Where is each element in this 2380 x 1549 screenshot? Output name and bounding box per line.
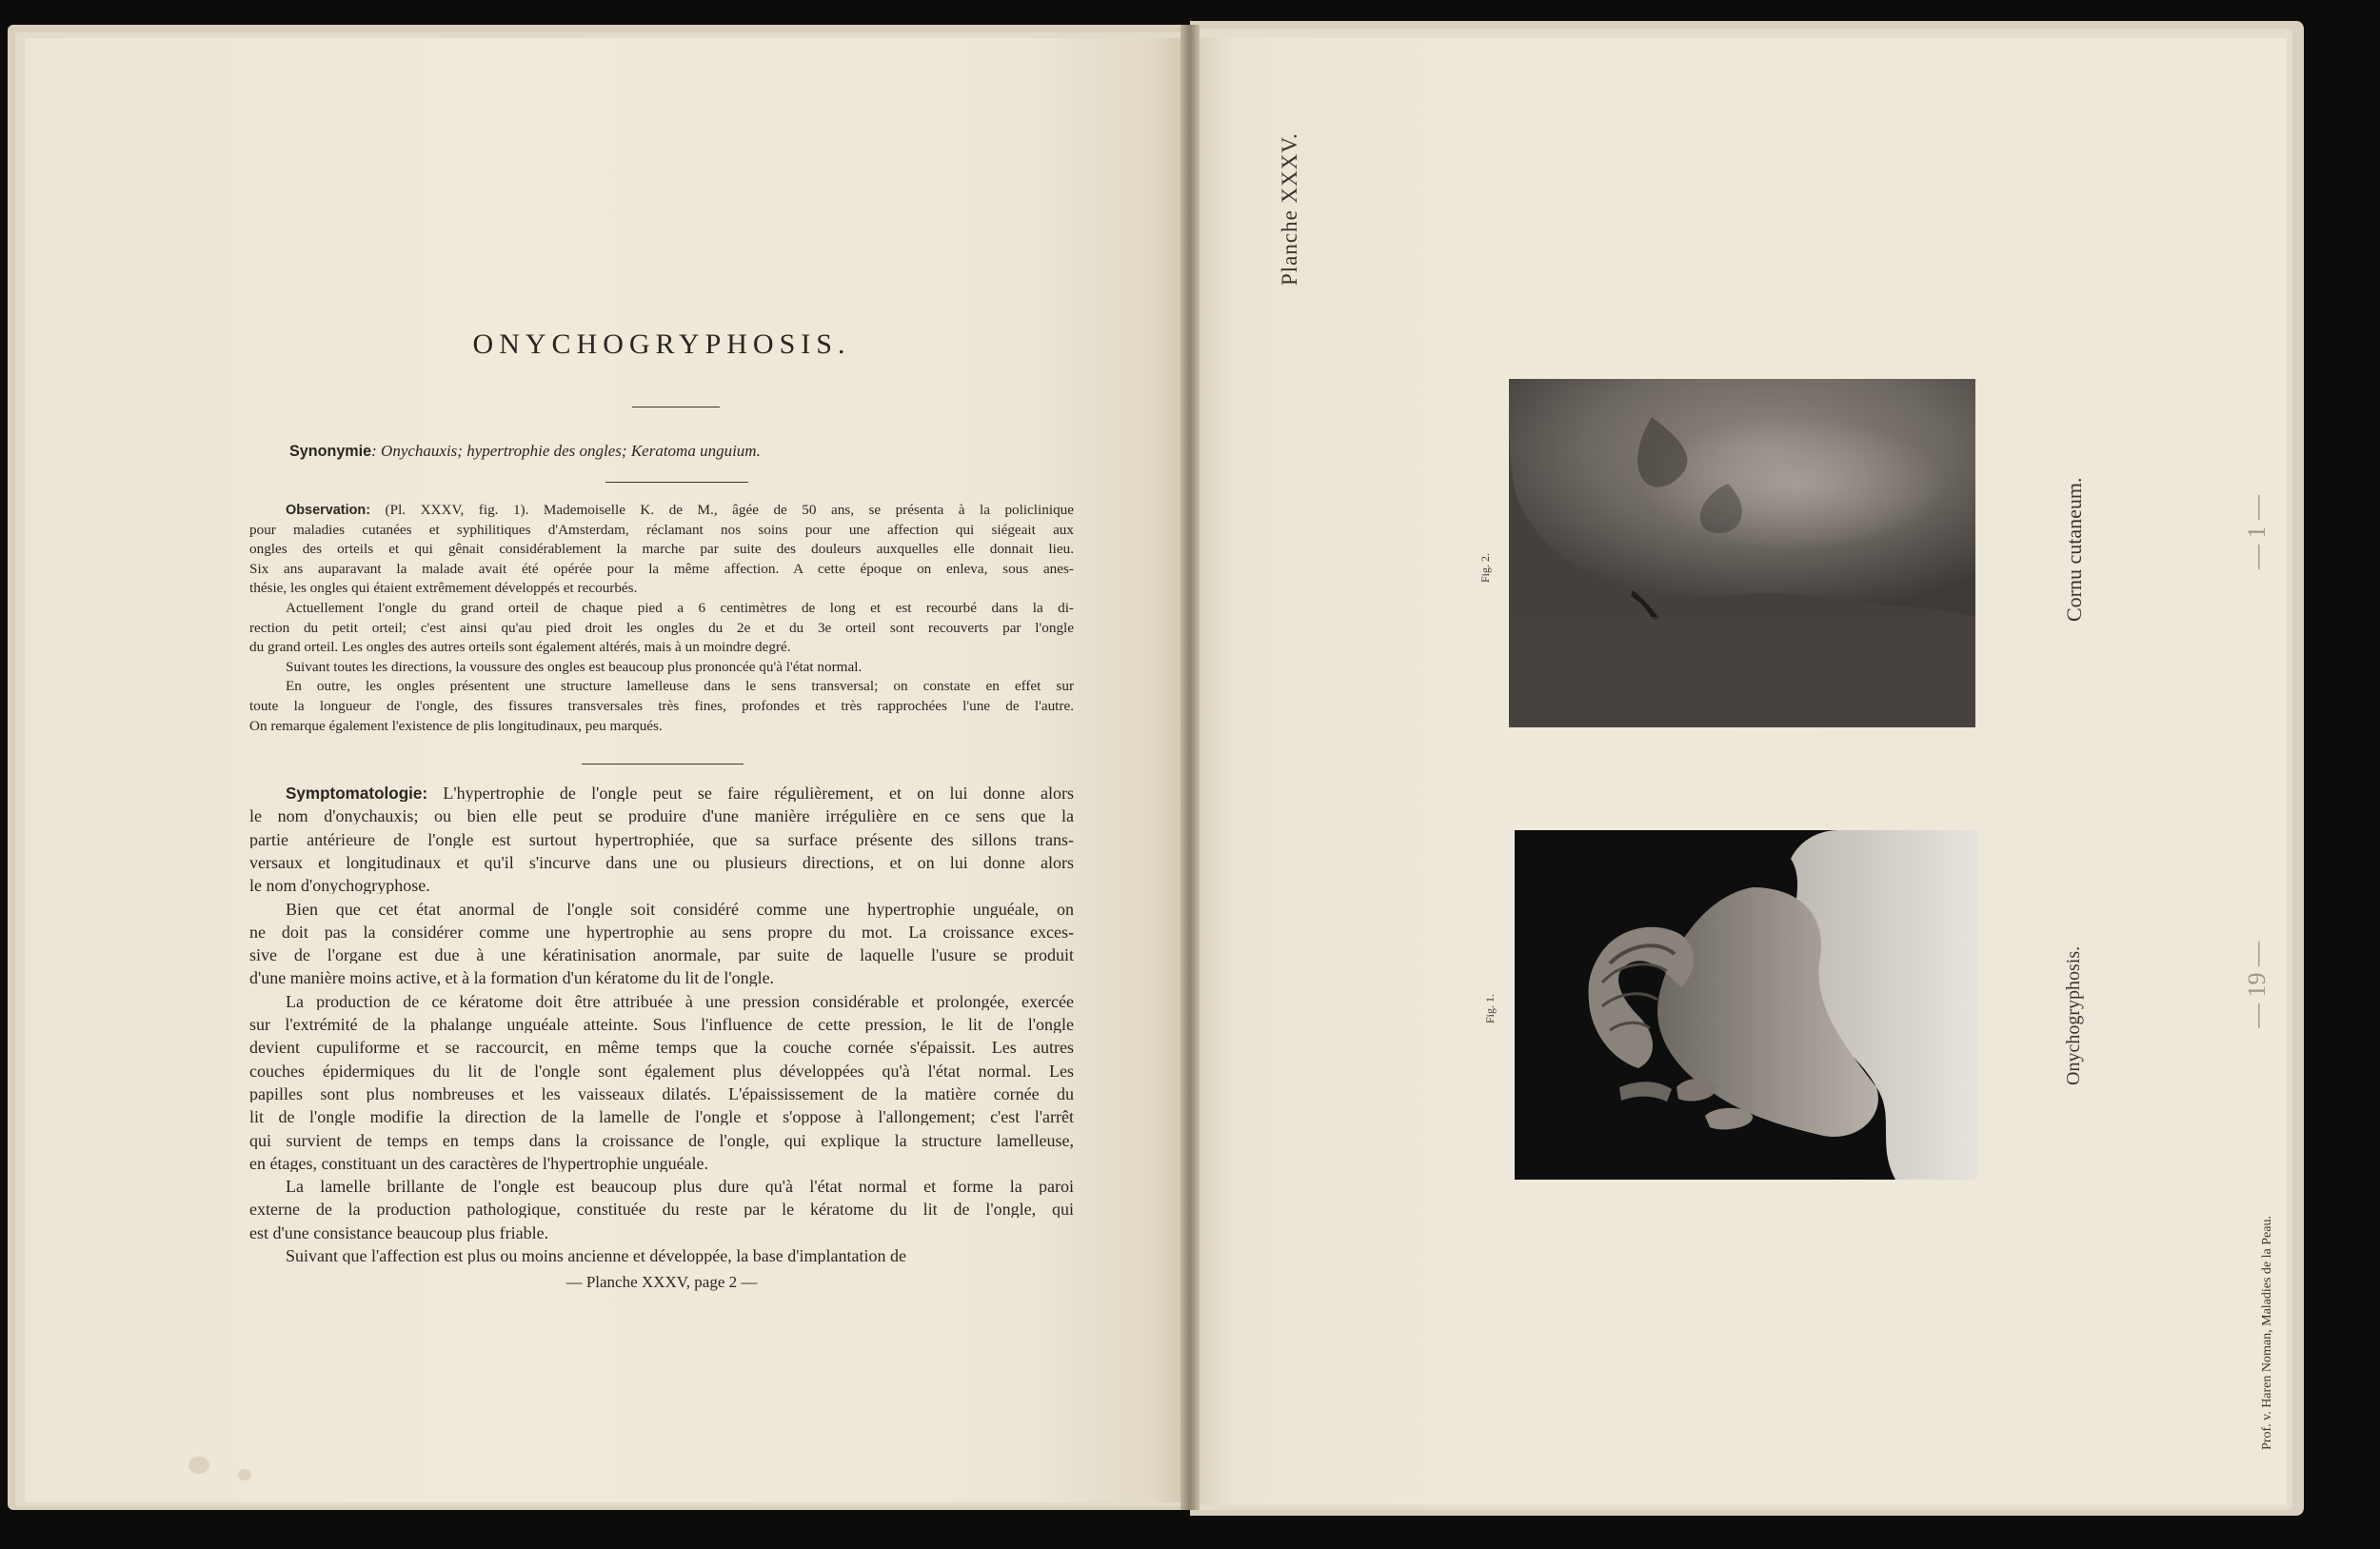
text-line-content: Bien que cet état anormal de l'ongle soit considéré comme une hypertrophie unguéale, on xyxy=(286,900,1074,918)
text-line-content: sur l'extrémité de la phalange unguéale atteinte. Sous l'influence de cette pression, le lit de l'ongle xyxy=(249,1016,1074,1033)
synonymie-rule xyxy=(605,482,748,483)
fig2-photograph xyxy=(1509,379,1975,727)
text-line-content: On remarque également l'existence de plis longitudinaux, peu marqués. xyxy=(249,718,663,733)
text-line-content: est d'une consistance beaucoup plus friable. xyxy=(249,1223,549,1241)
section-label: Symptomatologie: xyxy=(286,784,428,803)
text-line xyxy=(286,679,1074,693)
text-line xyxy=(286,660,1074,674)
text-line xyxy=(249,1016,1074,1033)
text-line-content: le nom d'onychauxis; ou bien elle peut se produire d'une manière irrégulière en ce sens que la xyxy=(249,807,1074,825)
onychogryphosis-caption: Onychogryphosis. xyxy=(2063,945,2084,1085)
foxing-spot xyxy=(188,1457,209,1474)
text-line xyxy=(249,1155,1074,1172)
text-line xyxy=(249,523,1074,537)
text-line-content: Suivant que l'affection est plus ou moins ancienne et développée, la base d'implantation de xyxy=(286,1247,906,1264)
symptomatologie-section xyxy=(249,784,1074,1264)
text-line-content: d'une manière moins active, et à la formation d'un kératome du lit de l'ongle. xyxy=(249,969,775,987)
plate-label: Planche XXXV. xyxy=(1278,132,1301,286)
text-line-content: partie antérieure de l'ongle est surtout hypertrophiée, que sa surface présente des sillons trans- xyxy=(249,830,1074,848)
text-line-content: couches épidermiques du lit de l'ongle sont également plus développées qu'à l'état normal. Les xyxy=(249,1062,1074,1080)
article-title: ONYCHOGRYPHOSIS. xyxy=(472,328,851,360)
text-line xyxy=(249,807,1074,824)
foxing-spot xyxy=(238,1469,251,1480)
text-line xyxy=(249,969,1074,986)
text-line xyxy=(249,699,1074,713)
onychogryphosis-photo-image xyxy=(1515,830,1978,1180)
text-line-content: La lamelle brillante de l'ongle est beaucoup plus dure qu'à l'état normal et forme la paroi xyxy=(286,1178,1074,1196)
synonymie-text: : Onychauxis; hypertrophie des ongles; Keratoma unguium. xyxy=(371,442,761,460)
text-line-content: versaux et longitudinaux et qu'il s'incurve dans une ou plusieurs directions, et on lui donne alors xyxy=(249,853,1074,871)
synonymie-label: Synonymie xyxy=(289,443,372,460)
text-line-content: du grand orteil. Les ongles des autres orteils sont également altérés, mais à un moindre degré. xyxy=(249,640,791,655)
text-line xyxy=(249,1224,1074,1241)
text-line-content: devient cupuliforme et se raccourcit, en même temps que la couche cornée s'épaissit. Les autres xyxy=(249,1039,1074,1057)
text-line-content: papilles sont plus nombreuses et les vaisseaux dilatés. L'épaississement de la matière cornée du xyxy=(249,1084,1074,1102)
cornu-photo-image xyxy=(1509,379,1975,727)
text-line xyxy=(286,784,1074,802)
text-line xyxy=(286,993,1074,1010)
right-page xyxy=(1192,38,2287,1504)
text-line xyxy=(249,581,1074,595)
fig1-label: Fig. 1. xyxy=(1483,993,1497,1023)
text-line-content: toute la longueur de l'ongle, des fissures transversales très fines, profondes et très rapprochées l'une de l'autre. xyxy=(249,699,1074,714)
text-line xyxy=(249,854,1074,871)
text-line xyxy=(249,1085,1074,1102)
section-label: Observation: xyxy=(286,503,371,518)
text-line xyxy=(249,719,1074,733)
text-line xyxy=(286,601,1074,615)
text-line xyxy=(249,831,1074,848)
observation-section xyxy=(249,503,1074,750)
text-line xyxy=(249,640,1074,654)
text-line-content: thésie, les ongles qui étaient extrêmement développés et recourbés. xyxy=(249,581,638,596)
fig2-label: Fig. 2. xyxy=(1478,552,1492,583)
text-line xyxy=(286,503,1074,517)
text-line xyxy=(286,1247,1074,1264)
text-line xyxy=(249,1201,1074,1218)
text-line-content: le nom d'onychogryphose. xyxy=(249,877,430,895)
text-line-content: Suivant toutes les directions, la voussure des ongles est beaucoup plus prononcée qu'à l'état normal. xyxy=(286,659,863,674)
cornu-cutaneum-caption: Cornu cutaneum. xyxy=(2062,477,2086,622)
text-line xyxy=(249,877,1074,894)
text-line-content: La production de ce kératome doit être attribuée à une pression considérable et prolongée, exercée xyxy=(286,992,1074,1010)
text-line xyxy=(249,1062,1074,1080)
text-line xyxy=(249,542,1074,556)
text-line xyxy=(249,923,1074,941)
text-line xyxy=(286,1178,1074,1195)
author-credit: Prof. v. Haren Noman, Maladies de la Peau. xyxy=(2260,1216,2274,1450)
text-line xyxy=(249,621,1074,635)
text-line-content: Six ans auparavant la malade avait été opérée pour la même affection. A cette époque on enleva, sous anes- xyxy=(249,561,1074,576)
page-footer: — Planche XXXV, page 2 — xyxy=(565,1273,758,1291)
text-line xyxy=(249,1132,1074,1149)
text-line xyxy=(286,901,1074,918)
text-line-content: qui survient de temps en temps dans la croissance de l'ongle, qui explique la structure lamelleuse, xyxy=(249,1131,1074,1149)
text-line xyxy=(249,946,1074,963)
text-line-content: rection du petit orteil; c'est ainsi qu'au pied droit les ongles du 2e et du 3e orteil sont recouverts par l'ongle xyxy=(249,620,1074,635)
text-line-content: ongles des orteils et qui gênait considérablement la marche par suite des douleurs auxquelles elle donnait lieu. xyxy=(249,542,1074,557)
text-line xyxy=(249,1108,1074,1125)
text-line-content: L'hypertrophie de l'ongle peut se faire régulièrement, et on lui donne alors xyxy=(427,784,1074,803)
observation-rule xyxy=(582,764,744,765)
text-line xyxy=(249,1039,1074,1056)
pencil-mark: — 19 — xyxy=(2243,942,2271,1028)
text-line-content: lit de l'ongle modifie la direction de la lamelle de l'ongle et s'oppose à l'allongement; c'est l'arrêt xyxy=(249,1108,1074,1126)
text-line-content: En outre, les ongles présentent une structure lamelleuse dans le sens transversal; on constate en effet sur xyxy=(286,679,1074,694)
text-line-content: (Pl. XXXV, fig. 1). Mademoiselle K. de M., âgée de 50 ans, se présenta à la policlinique xyxy=(370,503,1074,518)
text-line-content: sive de l'organe est due à une kératinisation anormale, par suite de laquelle l'usure se produit xyxy=(249,946,1074,964)
text-line-content: Actuellement l'ongle du grand orteil de chaque pied a 6 centimètres de long et est recourbé dans la di- xyxy=(286,601,1074,616)
pencil-mark: — 1 — xyxy=(2243,495,2271,569)
fig1-photograph xyxy=(1515,830,1978,1180)
text-line-content: ne doit pas la considérer comme une hypertrophie au sens propre du mot. La croissance exces- xyxy=(249,923,1074,941)
book-gutter xyxy=(1180,25,1200,1510)
text-line-content: externe de la production pathologique, constituée du reste par le kératome du lit de l'ongle, qui xyxy=(249,1201,1074,1219)
text-line-content: en étages, constituant un des caractères de l'hypertrophie unguéale. xyxy=(249,1154,709,1172)
text-line-content: pour maladies cutanées et syphilitiques d'Amsterdam, réclamant nos soins pour une affection qui siégeait aux xyxy=(249,522,1074,537)
synonymie-line xyxy=(289,442,761,461)
text-line xyxy=(249,562,1074,576)
